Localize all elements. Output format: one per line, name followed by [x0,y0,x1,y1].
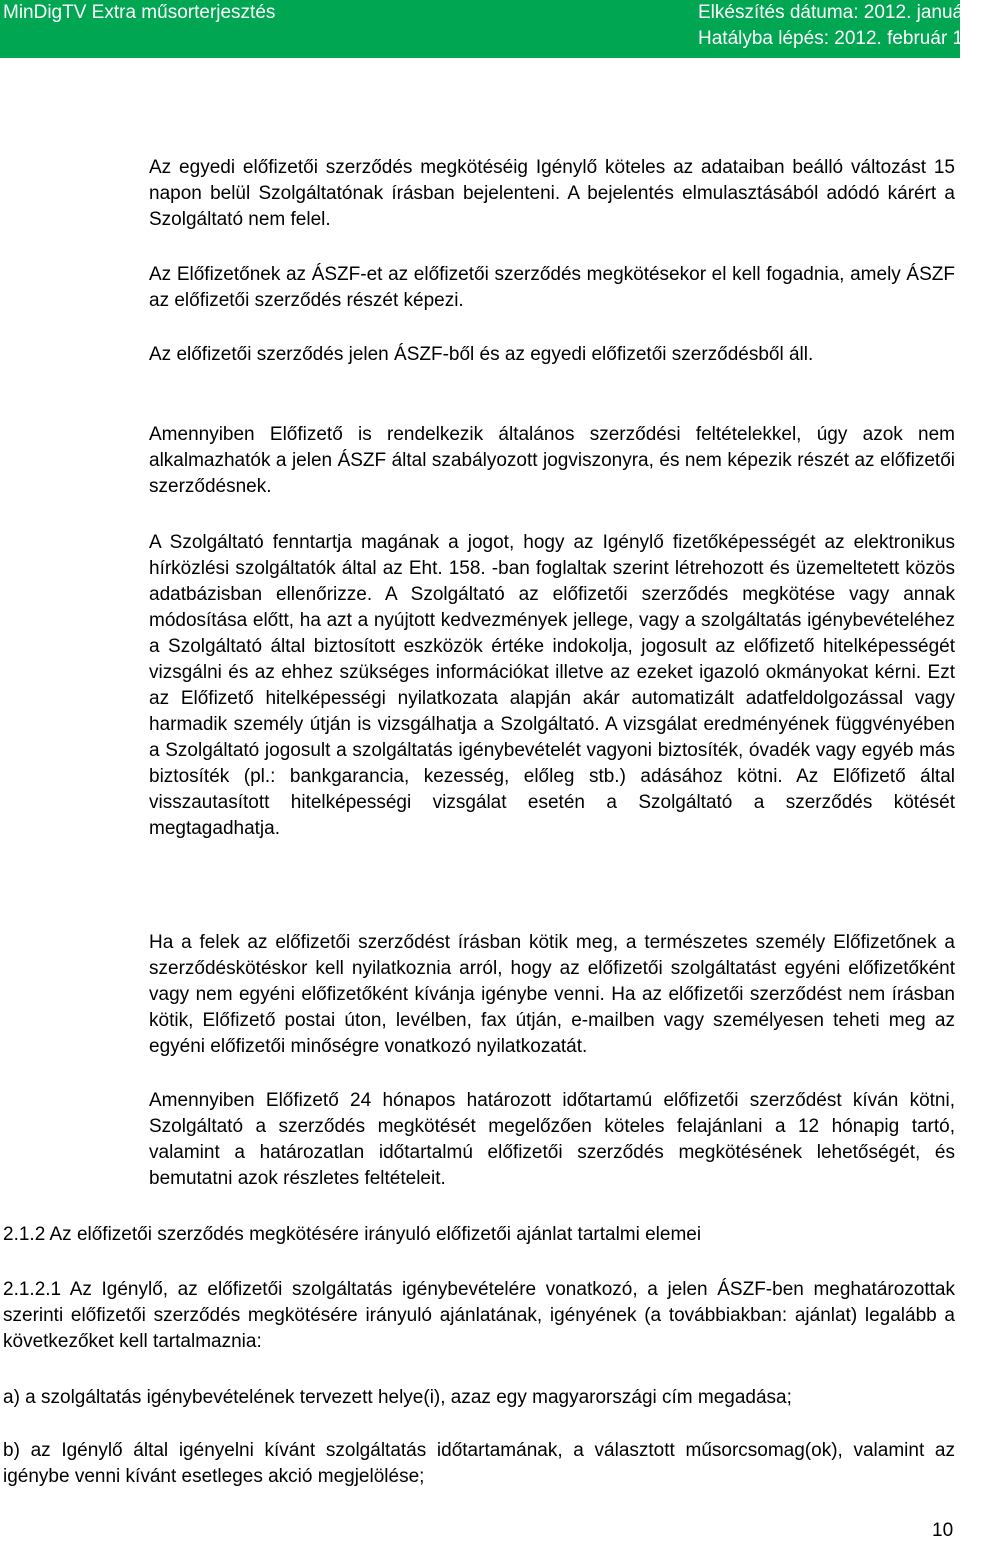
list-item-b: b) az Igénylő által igényelni kívánt szolgáltatás időtartamának, a választott műsorcsomag(ok), valamint az igénybe venni kívánt esetleges akció megjelölése; [3,1440,955,1487]
paragraph-fixed-term-offer: Amennyiben Előfizető 24 hónapos határozott időtartamú előfizetői szerződést kíván kötni, Szolgáltató a szerződés megkötését megelőzően köteles felajánlani a 12 hónapig tartó, valamint a határozatlan időtartalmú előfizetői szerződés megkötésének lehetőségét, és bemutatni azok részletes feltételeit. [149,1090,955,1189]
page-number: 10 [932,1520,954,1541]
section-heading-2-1-2: 2.1.2 Az előfizetői szerződés megkötésére irányuló előfizetői ajánlat tartalmi elemei [3,1224,702,1245]
paragraph-credit-check: A Szolgáltató fenntartja magának a jogot, hogy az Igénylő fizetőképességét az elektronikus hírközlési szolgáltatók által az Eht. 158. -ban foglaltak szerint létrehozott és üzemeltetett közös adatbázisban ellenőrizze. A Szolgáltató az előfizetői szerződés megkötése vagy annak módosítása előtt, ha azt a nyújtott kedvezmények jellege, vagy a szolgáltatás igénybevételéhez a Szolgáltató által biztosított eszközök értéke indokolja, jogosult az előfizető hitelképességét vizsgálni és az ehhez szükséges információkat illetve az ezeket igazoló okmányokat kérni. Ezt az Előfizető hitelképességi nyilatkozata alapján akár automatizált adatfeldolgozással vagy harmadik személy útján is vizsgálhatja a Szolgáltató. A vizsgálat eredményének függvényében a Szolgáltató jogosult a szolgáltatás igénybevételét vagyoni biztosíték, óvadék vagy egyéb más biztosíték (pl.: bankgarancia, kezesség, előleg stb.) adásához kötni. Az Előfizető által visszautasított hitelképességi vizsgálat esetén a Szolgáltató a szerződés kötését megtagadhatja. [149,532,955,839]
paragraph-data-change-notice: Az egyedi előfizetői szerződés megkötéséig Igénylő köteles az adataiban beálló változást 15 napon belül Szolgáltatónak írásban bejelenteni. A bejelentés elmulasztásából adódó kárért a Szolgáltató nem felel. [149,157,955,230]
header-dates [698,0,1001,52]
document-header [0,0,1001,58]
header-effective-date: Hatályba lépés: 2012. február 13. [698,28,979,49]
paragraph-aszf-acceptance: Az Előfizetőnek az ÁSZF-et az előfizetői szerződés megkötésekor el kell fogadnia, amely ÁSZF az előfizetői szerződés részét képezi. [149,264,955,311]
list-item-a: a) a szolgáltatás igénybevételének tervezett helye(i), azaz egy magyarországi cím megadása; [3,1387,792,1408]
header-title: MinDigTV Extra műsorterjesztés [3,2,276,23]
header-created-date: Elkészítés dátuma: 2012. január 12. [698,2,1001,23]
paragraph-subscriber-declaration: Ha a felek az előfizetői szerződést írásban kötik meg, a természetes személy Előfizetőnek a szerződéskötéskor kell nyilatkoznia arról, hogy az előfizetői szolgáltatást egyéni előfizetőként vagy nem egyéni előfizetőként kívánja igénybe venni. Ha az előfizetői szerződést nem írásban kötik, Előfizető postai úton, levélben, fax útján, e-mailben vagy személyesen teheti meg az egyéni előfizetői minőségre vonatkozó nyilatkozatát. [149,932,955,1057]
paragraph-section-2-1-2-1: 2.1.2.1 Az Igénylő, az előfizetői szolgáltatás igénybevételére vonatkozó, a jelen ÁSZF-ben meghatározottak szerinti előfizetői szerződés megkötésére irányuló ajánlatának, igényének (a továbbiakban: ajánlat) legalább a következőket kell tartalmaznia: [3,1279,955,1352]
paragraph-subscriber-own-terms: Amennyiben Előfizető is rendelkezik általános szerződési feltételekkel, úgy azok nem alkalmazhatók a jelen ÁSZF által szabályozott jogviszonyra, és nem képezik részét az előfizetői szerződésnek. [149,424,955,497]
paragraph-contract-composition: Az előfizetői szerződés jelen ÁSZF-ből és az egyedi előfizetői szerződésből áll. [149,344,814,365]
